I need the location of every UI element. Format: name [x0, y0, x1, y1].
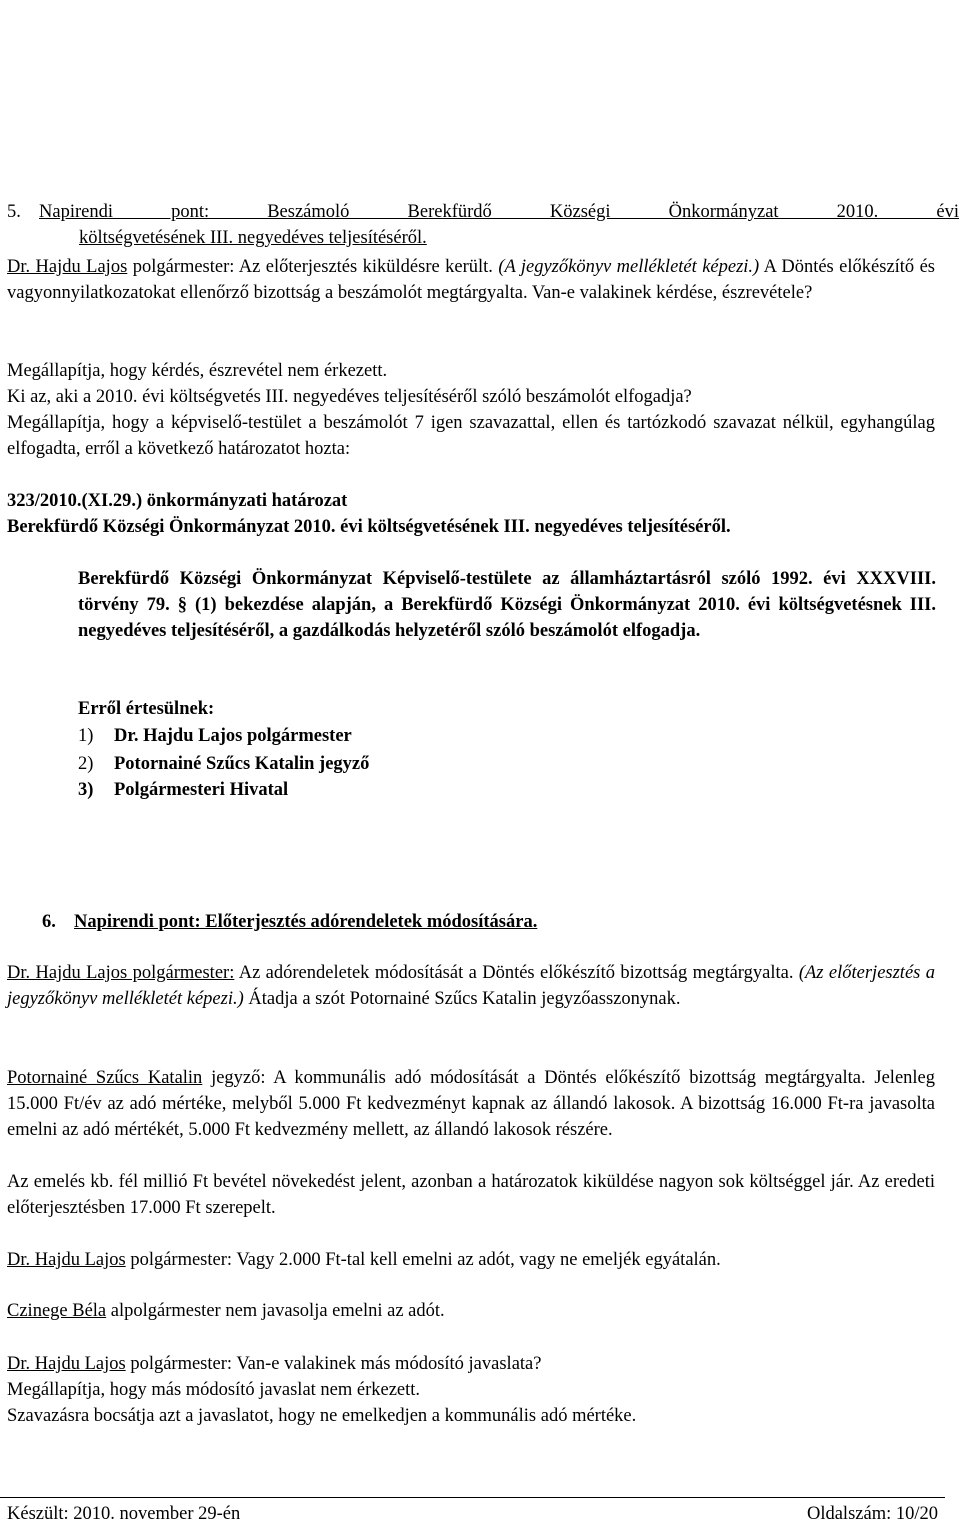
speaker-name: Czinege Béla — [7, 1301, 107, 1321]
no-proposal-line: Megállapítja, hogy más módosító javaslat nem érkezett. — [7, 1380, 421, 1400]
speech-text-continued: A Döntés előkészítő és vagyonnyilatkozatokat ellenőrző bizottság a beszámolót megtárgyalta. Van-e valakinek kérdése, észrevétele? — [7, 257, 936, 303]
speech-paragraph — [7, 254, 935, 306]
resolution-title: Berekfürdő Községi Önkormányzat 2010. évi költségvetésének III. negyedéves teljesítéséről. — [7, 517, 731, 537]
section-number: 5. — [7, 202, 21, 222]
speech-text-continued: Átadja a szót Potornainé Szűcs Katalin jegyzőasszonynak. — [243, 989, 681, 1009]
notify-label: Erről értesülnek: — [78, 699, 215, 719]
speech-paragraph — [7, 960, 935, 1012]
speech-paragraph-continued: Az emelés kb. fél millió Ft bevétel növekedést jelent, azonban a határozatok kiküldése nagyon sok költséggel jár. Az eredeti előterjesztésben 17.000 Ft szerepelt. — [7, 1172, 935, 1218]
speaker-name: Dr. Hajdu Lajos polgármester: — [7, 963, 235, 983]
speech-text: polgármester: Van-e valakinek más módosító javaslata? — [125, 1354, 542, 1374]
speech-text: polgármester: Az előterjesztés kiküldésre került. — [127, 257, 499, 277]
speaker-name: Potornainé Szűcs Katalin — [7, 1068, 203, 1088]
speech-text: jegyző: A kommunális adó módosítását a Döntés előkészítő bizottság megtárgyalta. Jelenleg 15.000 Ft/év az adó mértéke, melyből 5.000 Ft kedvezményt kapnak az állandó lakosok. A bizottság 16.000 Ft-ra javasolta emelni az adó mértékét, 5.000 Ft kedvezmény mellett, az állandó lakosok részére. — [7, 1068, 936, 1140]
attachment-note: (A jegyzőkönyv mellékletét képezi.) — [498, 257, 760, 277]
speech-paragraph — [7, 1065, 935, 1143]
list-item: 1) Dr. Hajdu Lajos polgármester — [78, 726, 352, 746]
section-5-heading — [7, 199, 959, 251]
list-item: 3) Polgármesteri Hivatal — [78, 780, 289, 800]
speaker-name: Dr. Hajdu Lajos — [7, 1354, 126, 1374]
list-item: 2) Potornainé Szűcs Katalin jegyző — [78, 754, 370, 774]
vote-question-line: Ki az, aki a 2010. évi költségvetés III. negyedéves teljesítéséről szóló beszámolót elfogadja? — [7, 387, 692, 407]
speech-text: alpolgármester nem javasolja emelni az adót. — [106, 1301, 445, 1321]
speech-text: Az adórendeletek módosítását a Döntés előkészítő bizottság megtárgyalta. — [234, 963, 799, 983]
speech-line — [7, 1298, 935, 1324]
section-number: 6. — [42, 912, 56, 932]
footer-date: Készült: 2010. november 29-én — [7, 1504, 241, 1524]
speech-line — [7, 1351, 935, 1377]
vote-result-paragraph: Megállapítja, hogy a képviselő-testület a beszámolót 7 igen szavazattal, ellen és tartózkodó szavazat nélkül, egyhangúlag elfogadta, erről a következő határozatot hozta: — [7, 413, 935, 459]
footer-page-number: Oldalszám: 10/20 — [806, 1504, 938, 1524]
section-6-heading — [42, 909, 960, 935]
section-title-line2: költségvetésének III. negyedéves teljesítéséről. — [79, 228, 427, 248]
section-title: Napirendi pont: Előterjesztés adórendeletek módosítására. — [74, 912, 538, 932]
speech-line — [7, 1247, 935, 1273]
no-question-line: Megállapítja, hogy kérdés, észrevétel nem érkezett. — [7, 361, 388, 381]
speaker-name: Dr. Hajdu Lajos — [7, 257, 128, 277]
resolution-body: Berekfürdő Községi Önkormányzat Képviselő-testülete az államháztartásról szóló 1992. évi XXXVIII. törvény 79. § (1) bekezdése alapján, a Berekfürdő Községi Önkormányzat 2010. évi költségvetésnek III. negyedéves teljesítéséről, a gazdálkodás helyzetéről szóló beszámolót elfogadja. — [78, 569, 936, 641]
speech-text: polgármester: Vagy 2.000 Ft-tal kell emelni az adót, vagy ne emeljék egyátalán. — [125, 1250, 721, 1270]
vote-proposal-line: Szavazásra bocsátja azt a javaslatot, hogy ne emelkedjen a kommunális adó mértéke. — [7, 1406, 637, 1426]
footer-rule — [0, 1497, 945, 1498]
speaker-name: Dr. Hajdu Lajos — [7, 1250, 126, 1270]
section-title-line1: Napirendi pont: Beszámoló Berekfürdő Községi Önkormányzat 2010. évi — [39, 202, 959, 222]
attachment-note: (Az előterjesztés a jegyzőkönyv mellékletét képezi.) — [7, 963, 935, 1009]
resolution-number: 323/2010.(XI.29.) önkormányzati határozat — [7, 491, 348, 511]
